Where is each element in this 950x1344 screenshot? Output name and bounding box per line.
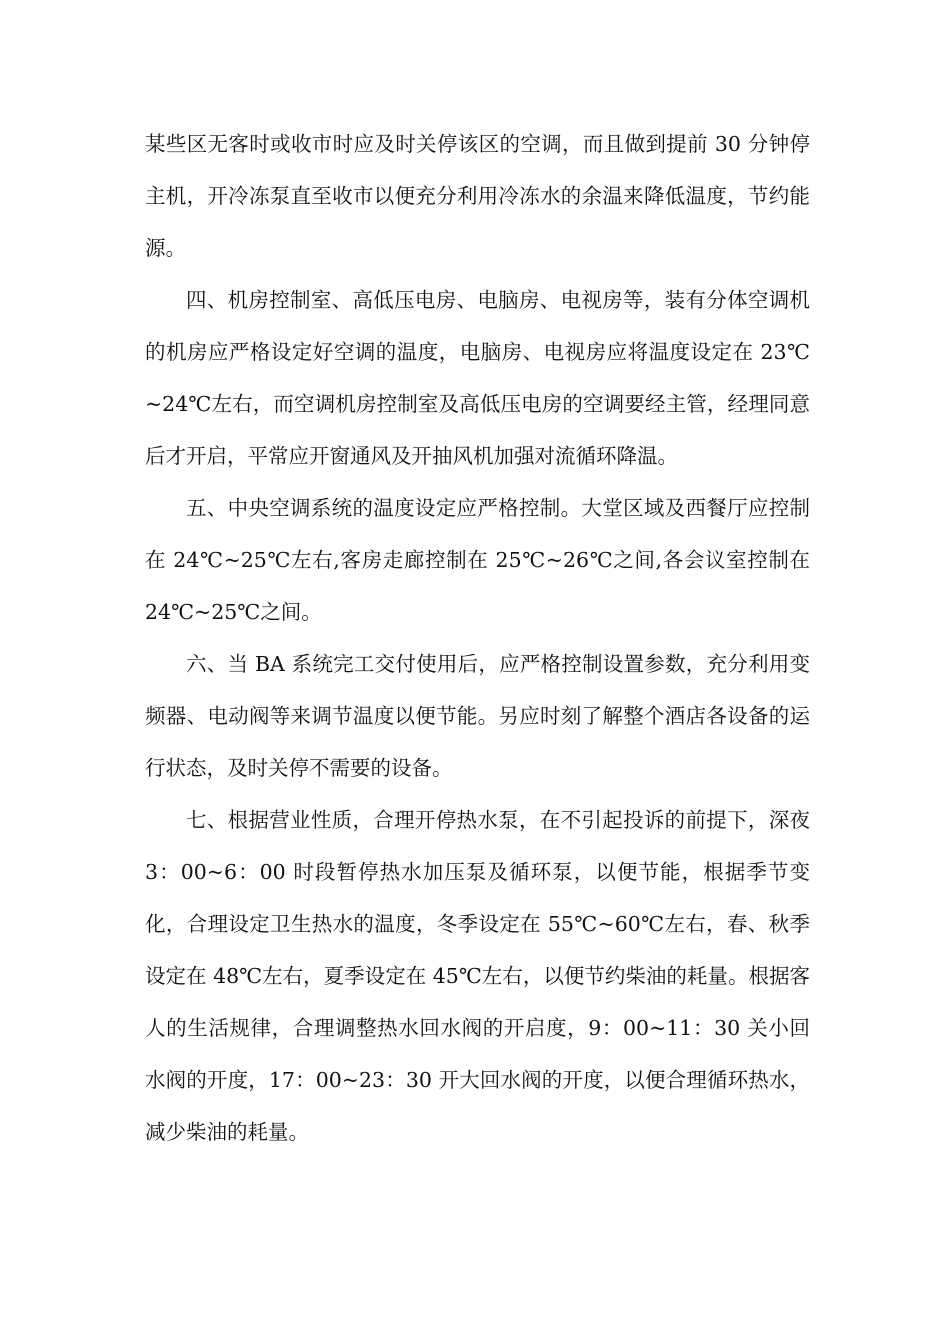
paragraph-item-4: 四、机房控制室、高低压电房、电脑房、电视房等，装有分体空调机的机房应严格设定好空调的温度，电脑房、电视房应将温度设定在 23℃~24℃左右，而空调机房控制室及高低压电房的空调要经主管，经理同意后才开启，平常应开窗通风及开抽风机加强对流循环降温。: [145, 288, 810, 468]
document-body: [145, 118, 810, 1158]
paragraph-item-7: 七、根据营业性质，合理开停热水泵，在不引起投诉的前提下，深夜 3：00~6：00 时段暂停热水加压泵及循环泵，以便节能，根据季节变化，合理设定卫生热水的温度，冬季设定在 55℃~60℃左右，春、秋季设定在 48℃左右，夏季设定在 45℃左右，以便节约柴油的耗量。根据客人的生活规律，合理调整热水回水阀的开启度，9：00~11：30 关小回水阀的开度，17：00~23：30 开大回水阀的开度，以便合理循环热水，减少柴油的耗量。: [145, 808, 810, 1144]
paragraph-continuation: 某些区无客时或收市时应及时关停该区的空调，而且做到提前 30 分钟停主机，开冷冻泵直至收市以便充分利用冷冻水的余温来降低温度，节约能源。: [145, 132, 810, 260]
paragraph-item-6: 六、当 BA 系统完工交付使用后，应严格控制设置参数，充分利用变频器、电动阀等来调节温度以便节能。另应时刻了解整个酒店各设备的运行状态，及时关停不需要的设备。: [145, 652, 810, 780]
paragraph-item-5: 五、中央空调系统的温度设定应严格控制。大堂区域及西餐厅应控制在 24℃~25℃左右,客房走廊控制在 25℃~26℃之间,各会议室控制在 24℃~25℃之间。: [145, 496, 810, 624]
